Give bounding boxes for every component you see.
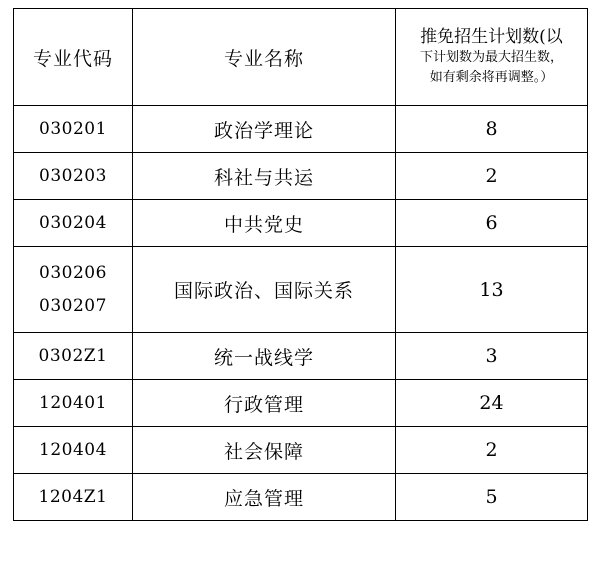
table-header-row bbox=[14, 9, 588, 106]
cell-major-code-line2: 030207 bbox=[39, 295, 107, 316]
table-row bbox=[14, 200, 588, 247]
cell-major-code: 030201 bbox=[14, 106, 133, 153]
table-row bbox=[14, 153, 588, 200]
header-quota-note-line1: 下计划数为最大招生数， bbox=[419, 50, 563, 66]
header-quota-note-line2: 如有剩余将再调整。） bbox=[429, 69, 554, 85]
cell-major-quota: 2 bbox=[396, 427, 588, 474]
table-row bbox=[14, 333, 588, 380]
table-row bbox=[14, 106, 588, 153]
cell-major-name: 政治学理论 bbox=[133, 106, 396, 153]
cell-major-name: 国际政治、国际关系 bbox=[133, 247, 396, 333]
cell-major-quota: 8 bbox=[396, 106, 588, 153]
cell-major-code-line1: 030206 bbox=[39, 263, 107, 284]
document-page bbox=[0, 8, 601, 566]
cell-major-quota: 24 bbox=[396, 380, 588, 427]
cell-major-name: 应急管理 bbox=[133, 474, 396, 521]
table-row-merged bbox=[14, 247, 588, 333]
cell-major-name: 中共党史 bbox=[133, 200, 396, 247]
header-cell-code: 专业代码 bbox=[14, 9, 133, 106]
table-row bbox=[14, 380, 588, 427]
cell-major-code-multi bbox=[14, 247, 133, 333]
cell-major-name: 科社与共运 bbox=[133, 153, 396, 200]
cell-major-code: 030204 bbox=[14, 200, 133, 247]
cell-major-quota: 5 bbox=[396, 474, 588, 521]
cell-major-name: 统一战线学 bbox=[133, 333, 396, 380]
cell-major-code: 120401 bbox=[14, 380, 133, 427]
cell-major-code: 0302Z1 bbox=[14, 333, 133, 380]
cell-major-quota: 13 bbox=[396, 247, 588, 333]
header-quota-main: 推免招生计划数(以 bbox=[420, 26, 563, 47]
cell-major-code: 030203 bbox=[14, 153, 133, 200]
header-cell-quota bbox=[396, 9, 588, 106]
cell-major-name: 社会保障 bbox=[133, 427, 396, 474]
header-cell-name: 专业名称 bbox=[133, 9, 396, 106]
cell-major-quota: 3 bbox=[396, 333, 588, 380]
cell-major-code: 1204Z1 bbox=[14, 474, 133, 521]
cell-major-name: 行政管理 bbox=[133, 380, 396, 427]
cell-major-quota: 6 bbox=[396, 200, 588, 247]
cell-major-quota: 2 bbox=[396, 153, 588, 200]
admission-plan-table bbox=[13, 8, 588, 521]
table-row bbox=[14, 474, 588, 521]
table-row bbox=[14, 427, 588, 474]
cell-major-code: 120404 bbox=[14, 427, 133, 474]
